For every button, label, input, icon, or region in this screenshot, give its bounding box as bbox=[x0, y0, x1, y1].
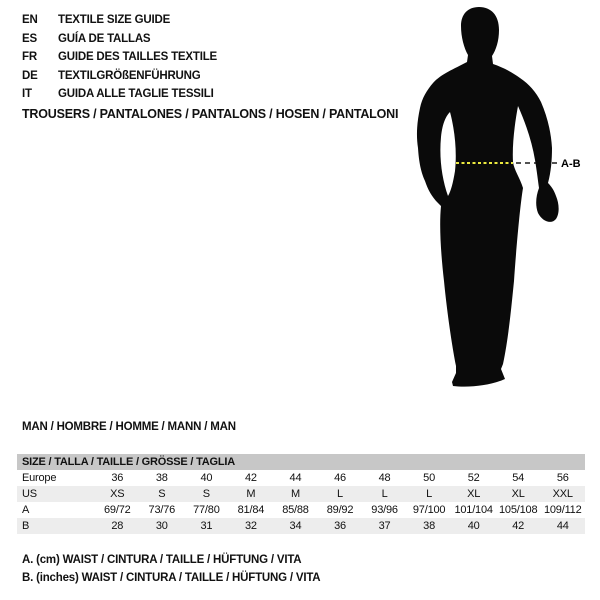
table-cell: XL bbox=[467, 488, 481, 500]
table-cell: L bbox=[381, 488, 388, 500]
man-figure bbox=[400, 0, 600, 430]
language-row bbox=[22, 48, 217, 67]
language-row bbox=[22, 11, 217, 30]
section-title-man: MAN / HOMBRE / HOMME / MANN / MAN bbox=[22, 421, 236, 433]
table-cell: 42 bbox=[512, 520, 525, 532]
table-cell: 109/112 bbox=[543, 504, 582, 516]
language-label: GUIDA ALLE TAGLIE TESSILI bbox=[58, 88, 214, 101]
table-cell: 101/104 bbox=[454, 504, 493, 516]
table-cell: 31 bbox=[200, 520, 213, 532]
table-cell: 56 bbox=[556, 472, 569, 484]
table-cell: 44 bbox=[289, 472, 302, 484]
language-label: TEXTILGRÖßENFÜHRUNG bbox=[58, 69, 201, 82]
measurement-notes bbox=[22, 552, 320, 587]
table-cell: 44 bbox=[556, 520, 569, 532]
measurement-note: A. (cm) WAIST / CINTURA / TAILLE / HÜFTUNG / VITA bbox=[22, 554, 302, 566]
table-cell: 37 bbox=[378, 520, 391, 532]
language-row bbox=[22, 67, 217, 86]
row-label: A bbox=[22, 504, 30, 516]
language-legend bbox=[22, 11, 217, 104]
measurement-note: B. (inches) WAIST / CINTURA / TAILLE / HÜFTUNG / VITA bbox=[22, 571, 321, 584]
table-cell: 73/76 bbox=[148, 504, 176, 516]
table-row bbox=[17, 518, 585, 534]
language-label: GUÍA DE TALLAS bbox=[58, 32, 151, 45]
table-cell: 32 bbox=[244, 520, 257, 532]
language-code: EN bbox=[22, 14, 38, 27]
language-code: FR bbox=[22, 51, 37, 64]
table-cell: L bbox=[426, 488, 433, 500]
language-code: IT bbox=[22, 88, 32, 101]
table-cell: 105/108 bbox=[499, 504, 538, 516]
table-cell: 48 bbox=[378, 472, 391, 484]
table-cell: M bbox=[290, 488, 300, 500]
table-cell: 69/72 bbox=[104, 504, 131, 516]
table-row bbox=[17, 486, 585, 502]
table-cell: 85/88 bbox=[282, 504, 309, 516]
table-cell: 89/92 bbox=[326, 504, 354, 516]
table-cell: 40 bbox=[200, 472, 213, 484]
man-silhouette-icon bbox=[417, 7, 559, 387]
table-cell: 36 bbox=[334, 520, 346, 532]
row-label: B bbox=[22, 520, 30, 532]
table-cell: 40 bbox=[467, 520, 480, 532]
table-cell: 93/96 bbox=[371, 504, 398, 516]
table-cell: S bbox=[202, 488, 210, 500]
table-row bbox=[17, 502, 585, 518]
table-cell: 42 bbox=[244, 472, 257, 484]
table-cell: 28 bbox=[111, 520, 124, 532]
table-cell: 77/80 bbox=[193, 504, 220, 516]
table-cell: XXL bbox=[552, 488, 573, 500]
language-row bbox=[22, 85, 217, 104]
table-cell: 50 bbox=[423, 472, 436, 484]
size-table-body bbox=[17, 470, 585, 534]
language-label: TEXTILE SIZE GUIDE bbox=[58, 14, 171, 27]
measure-label: A-B bbox=[561, 158, 581, 170]
table-cell: 54 bbox=[512, 472, 525, 484]
table-cell: 38 bbox=[423, 520, 436, 532]
size-table bbox=[17, 454, 585, 534]
table-cell: XS bbox=[110, 488, 125, 500]
table-cell: L bbox=[337, 488, 343, 500]
size-table-header: SIZE / TALLA / TAILLE / GRÖSSE / TAGLIA bbox=[17, 454, 585, 470]
table-cell: 52 bbox=[467, 472, 480, 484]
table-cell: 36 bbox=[111, 472, 124, 484]
table-cell: XL bbox=[511, 488, 525, 500]
table-cell: 34 bbox=[289, 520, 302, 532]
category-title: TROUSERS / PANTALONES / PANTALONS / HOSEN / PANTALONI bbox=[22, 107, 399, 121]
row-label: Europe bbox=[22, 472, 57, 484]
table-cell: 46 bbox=[334, 472, 346, 484]
table-cell: 81/84 bbox=[237, 504, 265, 516]
language-code: ES bbox=[22, 32, 37, 45]
table-row bbox=[17, 470, 585, 486]
row-label: US bbox=[22, 488, 37, 500]
language-row bbox=[22, 30, 217, 49]
table-cell: 38 bbox=[155, 472, 168, 484]
table-cell: S bbox=[158, 488, 166, 500]
table-cell: 97/100 bbox=[412, 504, 446, 516]
language-label: GUIDE DES TAILLES TEXTILE bbox=[58, 51, 217, 64]
table-cell: M bbox=[246, 488, 256, 500]
language-code: DE bbox=[22, 69, 38, 82]
table-cell: 30 bbox=[155, 520, 168, 532]
